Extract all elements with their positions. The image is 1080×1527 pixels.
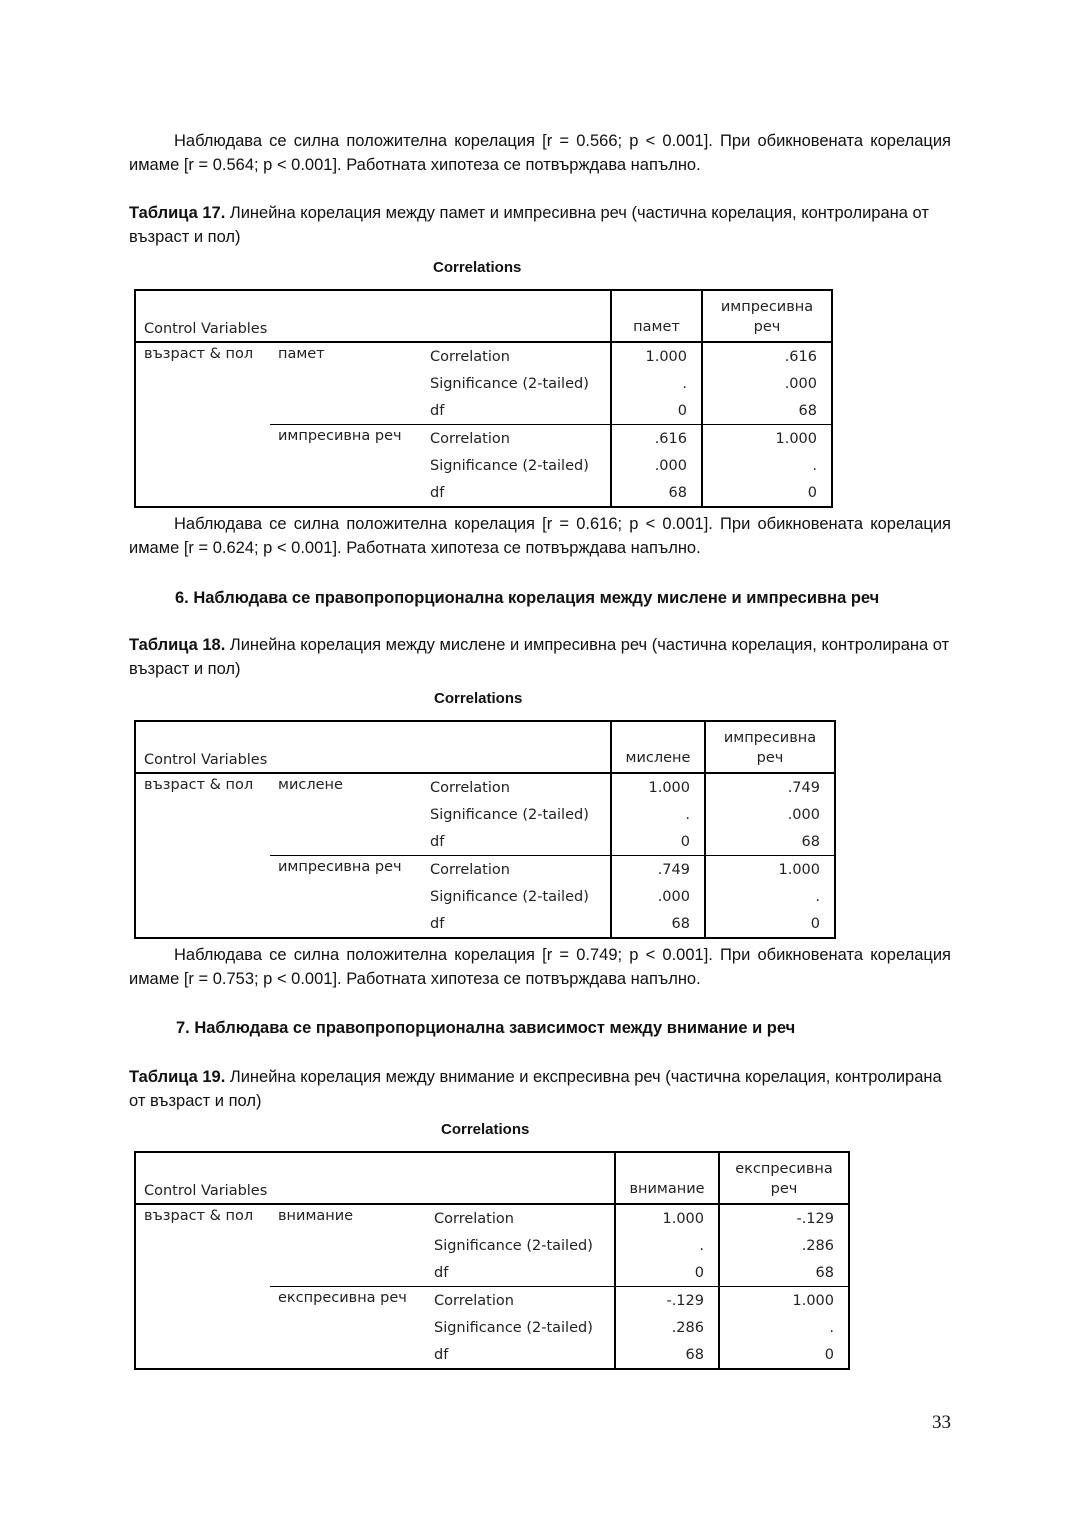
table-row: df 0 68: [135, 397, 832, 425]
stat-label: Correlation: [426, 1287, 615, 1315]
control-variables-header: Control Variables: [135, 721, 611, 773]
stat-label: df: [430, 402, 445, 419]
table-18-caption: Таблица 18. Линейна корелация между мислене и импресивна реч (частична корелация, контролирана от възраст и пол): [129, 636, 950, 678]
control-variables-header: Control Variables: [135, 1152, 615, 1204]
control-variables-header: Control Variables: [135, 290, 611, 342]
table-row: Significance (2-tailed) . .286: [135, 1232, 849, 1259]
col-header-1: памет: [611, 290, 702, 342]
stat-label: df: [430, 833, 445, 850]
page-number: 33: [932, 1412, 951, 1433]
table-row: df 68 0: [135, 910, 835, 938]
col-header-1: внимание: [615, 1152, 719, 1204]
control-label: възраст & пол: [144, 346, 254, 362]
col-header-2: импресивна реч: [705, 721, 835, 773]
table-row: df 0 68: [135, 828, 835, 856]
section-heading-6: 6. Наблюдава се правопропорционална корелация между мислене и импресивна реч: [175, 589, 880, 607]
paragraph-3: Наблюдава се силна положителна корелация [r = 0.749; p < 0.001]. При обикновената корелация имаме [r = 0.753; p < 0.001]. Работната хипотеза се потвърждава напълно.: [129, 946, 951, 988]
stat-label: df: [430, 915, 445, 932]
stat-label: Significance (2-tailed): [430, 888, 589, 905]
table-row: възраст & пол памет Correlation 1.000 .616: [135, 342, 832, 370]
table-row: възраст & пол мислене Correlation 1.000 .749: [135, 773, 835, 801]
table-19: [134, 1151, 850, 1370]
stat-label: Correlation: [430, 348, 510, 365]
table-row: импресивна реч Correlation .749 1.000: [135, 856, 835, 884]
stat-label: Correlation: [422, 425, 611, 453]
stat-label: df: [430, 484, 445, 501]
table-row: Significance (2-tailed) .000 .: [135, 452, 832, 479]
table-row: df 0 68: [135, 1259, 849, 1287]
table-row: експресивна реч Correlation -.129 1.000: [135, 1287, 849, 1315]
paragraph-1: Наблюдава се силна положителна корелация [r = 0.566; p < 0.001]. При обикновената корелация имаме [r = 0.564; p < 0.001]. Работната хипотеза се потвърждава напълно.: [129, 132, 951, 174]
variable-label: внимание: [278, 1208, 354, 1224]
col-header-2: импресивна реч: [702, 290, 832, 342]
table-17: [134, 289, 833, 508]
variable-label: мислене: [278, 777, 343, 793]
paragraph-2: Наблюдава се силна положителна корелация [r = 0.616; p < 0.001]. При обикновената корелация имаме [r = 0.624; p < 0.001]. Работната хипотеза се потвърждава напълно.: [129, 515, 951, 557]
table-17-title: Correlations: [433, 259, 522, 276]
variable-label: памет: [278, 346, 325, 362]
stat-label: Correlation: [434, 1210, 514, 1227]
control-label: възраст & пол: [144, 1208, 254, 1224]
table-19-title: Correlations: [441, 1121, 530, 1138]
stat-label: Significance (2-tailed): [434, 1237, 593, 1254]
stat-label: Significance (2-tailed): [430, 375, 589, 392]
stat-label: Significance (2-tailed): [434, 1319, 593, 1336]
stat-label: Correlation: [430, 779, 510, 796]
table-row: Significance (2-tailed) .286 .: [135, 1314, 849, 1341]
stat-label: df: [434, 1346, 449, 1363]
table-row: Significance (2-tailed) .000 .: [135, 883, 835, 910]
stat-label: Significance (2-tailed): [430, 806, 589, 823]
col-header-2: експресивна реч: [719, 1152, 849, 1204]
table-row: възраст & пол внимание Correlation 1.000 -.129: [135, 1204, 849, 1232]
stat-label: Significance (2-tailed): [430, 457, 589, 474]
table-18-title: Correlations: [434, 690, 523, 707]
variable-label: експресивна реч: [270, 1287, 426, 1370]
variable-label: импресивна реч: [270, 856, 422, 939]
table-row: df 68 0: [135, 1341, 849, 1369]
table-row: Significance (2-tailed) . .000: [135, 370, 832, 397]
stat-label: Correlation: [422, 856, 611, 884]
table-17-caption: Таблица 17. Линейна корелация между памет и импресивна реч (частична корелация, контролирана от възраст и пол): [129, 204, 929, 246]
section-heading-7: 7. Наблюдава се правопропорционална зависимост между внимание и реч: [176, 1019, 796, 1037]
table-row: df 68 0: [135, 479, 832, 507]
table-19-caption: Таблица 19. Линейна корелация между внимание и експресивна реч (частична корелация, контролирана от възраст и пол): [129, 1068, 942, 1110]
table-row: импресивна реч Correlation .616 1.000: [135, 425, 832, 453]
variable-label: импресивна реч: [270, 425, 422, 508]
stat-label: df: [434, 1264, 449, 1281]
table-row: Significance (2-tailed) . .000: [135, 801, 835, 828]
control-label: възраст & пол: [144, 777, 254, 793]
table-18: [134, 720, 836, 939]
col-header-1: мислене: [611, 721, 705, 773]
